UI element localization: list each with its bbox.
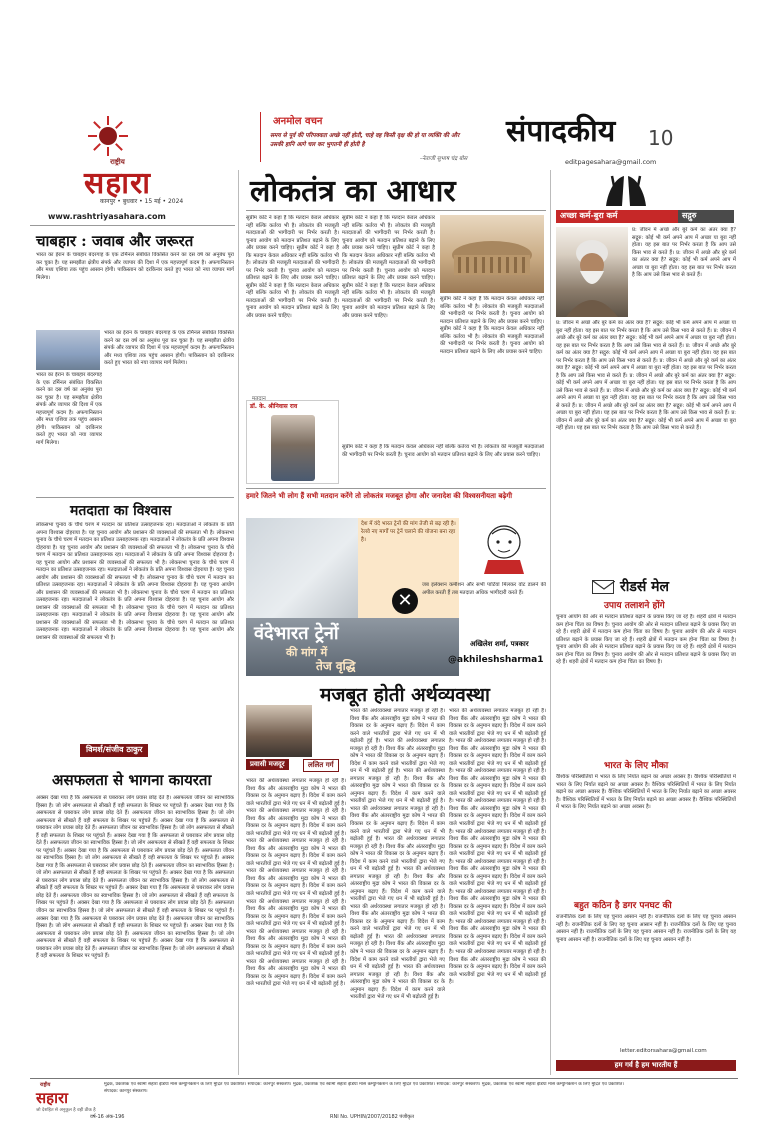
footer-rni: RNI No. UPHIN/2007/20182 पंजीकृत (330, 1114, 414, 1120)
footer-brand-top: राष्ट्रीय (40, 1082, 51, 1088)
mail-email[interactable]: letter.editorsahara@gmail.com (620, 1048, 707, 1054)
spiritual-banner-right: सद्गुरु (678, 210, 734, 223)
migrant-photo (246, 705, 312, 757)
main-editorial-col3: सुप्रीम कोर्ट ने कहा है कि मतदान केवल अधिकार नहीं बल्कि कर्तव्य भी है। लोकतंत्र की मजबूती मतदाताओं की भागीदारी पर निर्भर करती है। चुनाव आयोग को मतदान प्रतिशत बढ़ाने के लिए और प्रयास करने चाहिए। सुप्रीम कोर्ट ने कहा है कि मतदान केवल अधिकार नहीं बल्कि कर्तव्य भी है। लोकतंत्र की मजबूती मतदाताओं की भागीदारी पर निर्भर करती है। चुनाव आयोग को मतदान प्रतिशत बढ़ाने के लिए और प्रयास करने चाहिए। (440, 296, 544, 355)
art1-photo (36, 330, 100, 370)
art2-title: मतदाता का विश्वास (70, 503, 172, 519)
main-editorial-title: लोकतंत्र का आधार (250, 174, 456, 209)
edition-line: कानपुर • बुधवार • 15 मई • 2024 (100, 198, 184, 205)
art3-title: असफलता से भागना कायरता (52, 771, 212, 789)
brand-top-label: राष्ट्रीय (110, 158, 125, 166)
art2-text: लोकसभा चुनाव के चौथे चरण में मतदान का प्रतिशत उत्साहजनक रहा। मतदाताओं ने लोकतंत्र के प्रति अपना विश्वास दोहराया है। यह चुनाव आयोग और प्रशासन की व्यवस्थाओं की सफलता भी है। लोकसभा चुनाव के चौथे चरण में मतदान का प्रतिशत उत्साहजनक रहा। मतदाताओं ने लोकतंत्र के प्रति अपना विश्वास दोहराया है। यह चुनाव आयोग और प्रशासन की व्यवस्थाओं की सफलता भी है। लोकसभा चुनाव के चौथे चरण में मतदान का प्रतिशत उत्साहजनक रहा। मतदाताओं ने लोकतंत्र के प्रति अपना विश्वास दोहराया है। यह चुनाव आयोग और प्रशासन की व्यवस्थाओं की सफलता भी है। लोकसभा चुनाव के चौथे चरण में मतदान का प्रतिशत उत्साहजनक रहा। मतदाताओं ने लोकतंत्र के प्रति अपना विश्वास दोहराया है। यह चुनाव आयोग और प्रशासन की व्यवस्थाओं की सफलता भी है। लोकसभा चुनाव के चौथे चरण में मतदान का प्रतिशत उत्साहजनक रहा। मतदाताओं ने लोकतंत्र के प्रति अपना विश्वास दोहराया है। यह चुनाव आयोग और प्रशासन की व्यवस्थाओं की सफलता भी है। लोकसभा चुनाव के चौथे चरण में मतदान का प्रतिशत उत्साहजनक रहा। मतदाताओं ने लोकतंत्र के प्रति अपना विश्वास दोहराया है। यह चुनाव आयोग और प्रशासन की व्यवस्थाओं की सफलता भी है। लोकसभा चुनाव के चौथे चरण में मतदान का प्रतिशत उत्साहजनक रहा। मतदाताओं ने लोकतंत्र के प्रति अपना विश्वास दोहराया है। यह चुनाव आयोग और प्रशासन की व्यवस्थाओं की सफलता भी है। लोकसभा चुनाव के चौथे चरण में मतदान का प्रतिशत उत्साहजनक रहा। मतदाताओं ने लोकतंत्र के प्रति अपना विश्वास दोहराया है। यह चुनाव आयोग और प्रशासन की व्यवस्थाओं की सफलता भी है। (36, 522, 234, 641)
cartoon-box (462, 520, 546, 575)
main-editorial-col2: सुप्रीम कोर्ट ने कहा है कि मतदान केवल अधिकार नहीं बल्कि कर्तव्य भी है। लोकतंत्र की मजबूती मतदाताओं की भागीदारी पर निर्भर करती है। चुनाव आयोग को मतदान प्रतिशत बढ़ाने के लिए और प्रयास करने चाहिए। सुप्रीम कोर्ट ने कहा है कि मतदान केवल अधिकार नहीं बल्कि कर्तव्य भी है। लोकतंत्र की मजबूती मतदाताओं की भागीदारी पर निर्भर करती है। चुनाव आयोग को मतदान प्रतिशत बढ़ाने के लिए और प्रयास करने चाहिए। सुप्रीम कोर्ट ने कहा है कि मतदान केवल अधिकार नहीं बल्कि कर्तव्य भी है। लोकतंत्र की मजबूती मतदाताओं की भागीदारी पर निर्भर करती है। चुनाव आयोग को मतदान प्रतिशत बढ़ाने के लिए और प्रयास करने चाहिए। (342, 215, 435, 319)
economy-col3: भारत की अर्थव्यवस्था लगातार मजबूत हो रही है। विश्व बैंक और अंतरराष्ट्रीय मुद्रा कोष ने भारत की विकास दर के अनुमान बढ़ाए हैं। विदेश में काम करने वाले भारतीयों द्वारा भेजे गए धन में भी बढ़ोतरी हुई है। भारत की अर्थव्यवस्था लगातार मजबूत हो रही है। विश्व बैंक और अंतरराष्ट्रीय मुद्रा कोष ने भारत की विकास दर के अनुमान बढ़ाए हैं। विदेश में काम करने वाले भारतीयों द्वारा भेजे गए धन में भी बढ़ोतरी हुई है। भारत की अर्थव्यवस्था लगातार मजबूत हो रही है। विश्व बैंक और अंतरराष्ट्रीय मुद्रा कोष ने भारत की विकास दर के अनुमान बढ़ाए हैं। विदेश में काम करने वाले भारतीयों द्वारा भेजे गए धन में भी बढ़ोतरी हुई है। भारत की अर्थव्यवस्था लगातार मजबूत हो रही है। विश्व बैंक और अंतरराष्ट्रीय मुद्रा कोष ने भारत की विकास दर के अनुमान बढ़ाए हैं। विदेश में काम करने वाले भारतीयों द्वारा भेजे गए धन में भी बढ़ोतरी हुई है। भारत की अर्थव्यवस्था लगातार मजबूत हो रही है। विश्व बैंक और अंतरराष्ट्रीय मुद्रा कोष ने भारत की विकास दर के अनुमान बढ़ाए हैं। विदेश में काम करने वाले भारतीयों द्वारा भेजे गए धन में भी बढ़ोतरी हुई है। भारत की अर्थव्यवस्था लगातार मजबूत हो रही है। विश्व बैंक और अंतरराष्ट्रीय मुद्रा कोष ने भारत की विकास दर के अनुमान बढ़ाए हैं। विदेश में काम करने वाले भारतीयों द्वारा भेजे गए धन में भी बढ़ोतरी हुई है। भारत की अर्थव्यवस्था लगातार मजबूत हो रही है। विश्व बैंक और अंतरराष्ट्रीय मुद्रा कोष ने भारत की विकास दर के अनुमान बढ़ाए हैं। विदेश में काम करने वाले भारतीयों द्वारा भेजे गए धन में भी बढ़ोतरी हुई है। भारत की अर्थव्यवस्था लगातार मजबूत हो रही है। विश्व बैंक और अंतरराष्ट्रीय मुद्रा कोष ने भारत की विकास दर के अनुमान बढ़ाए हैं। विदेश में काम करने वाले भारतीयों द्वारा भेजे गए धन में भी बढ़ोतरी हुई है। भारत की अर्थव्यवस्था लगातार मजबूत हो रही है। विश्व बैंक और अंतरराष्ट्रीय मुद्रा कोष ने भारत की विकास दर के अनुमान बढ़ाए हैं। विदेश में काम करने वाले भारतीयों द्वारा भेजे गए धन में भी बढ़ोतरी हुई है। (449, 708, 546, 986)
cartoon-caption: अखिलेश शर्मा, पत्रकार (470, 640, 529, 648)
spiritual-banner-left: अच्छा कर्म-बुरा कर्म (556, 210, 678, 223)
mail2-text: वैश्विक परिस्थितियों में भारत के लिए निर्यात बढ़ाने का अच्छा अवसर है। वैश्विक परिस्थितियों में भारत के लिए निर्यात बढ़ाने का अच्छा अवसर है। वैश्विक परिस्थितियों में भारत के लिए निर्यात बढ़ाने का अच्छा अवसर है। वैश्विक परिस्थितियों में भारत के लिए निर्यात बढ़ाने का अच्छा अवसर है। वैश्विक परिस्थितियों में भारत के लिए निर्यात बढ़ाने का अच्छा अवसर है। वैश्विक परिस्थितियों में भारत के लिए निर्यात बढ़ाने का अच्छा अवसर है। (556, 774, 736, 811)
train-headline-2: की मांग में (286, 646, 328, 659)
website-link[interactable]: www.rashtriyasahara.com (48, 212, 166, 221)
art3-text: अक्सर देखा गया है कि असफलता से घबराकर लोग प्रयास छोड़ देते हैं। असफलता जीवन का स्वाभाविक हिस्सा है। जो लोग असफलता से सीखते हैं वही सफलता के शिखर पर पहुंचते हैं। अक्सर देखा गया है कि असफलता से घबराकर लोग प्रयास छोड़ देते हैं। असफलता जीवन का स्वाभाविक हिस्सा है। जो लोग असफलता से सीखते हैं वही सफलता के शिखर पर पहुंचते हैं। अक्सर देखा गया है कि असफलता से घबराकर लोग प्रयास छोड़ देते हैं। असफलता जीवन का स्वाभाविक हिस्सा है। जो लोग असफलता से सीखते हैं वही सफलता के शिखर पर पहुंचते हैं। अक्सर देखा गया है कि असफलता से घबराकर लोग प्रयास छोड़ देते हैं। असफलता जीवन का स्वाभाविक हिस्सा है। जो लोग असफलता से सीखते हैं वही सफलता के शिखर पर पहुंचते हैं। अक्सर देखा गया है कि असफलता से घबराकर लोग प्रयास छोड़ देते हैं। असफलता जीवन का स्वाभाविक हिस्सा है। जो लोग असफलता से सीखते हैं वही सफलता के शिखर पर पहुंचते हैं। अक्सर देखा गया है कि असफलता से घबराकर लोग प्रयास छोड़ देते हैं। असफलता जीवन का स्वाभाविक हिस्सा है। जो लोग असफलता से सीखते हैं वही सफलता के शिखर पर पहुंचते हैं। अक्सर देखा गया है कि असफलता से घबराकर लोग प्रयास छोड़ देते हैं। असफलता जीवन का स्वाभाविक हिस्सा है। जो लोग असफलता से सीखते हैं वही सफलता के शिखर पर पहुंचते हैं। अक्सर देखा गया है कि असफलता से घबराकर लोग प्रयास छोड़ देते हैं। असफलता जीवन का स्वाभाविक हिस्सा है। जो लोग असफलता से सीखते हैं वही सफलता के शिखर पर पहुंचते हैं। अक्सर देखा गया है कि असफलता से घबराकर लोग प्रयास छोड़ देते हैं। असफलता जीवन का स्वाभाविक हिस्सा है। जो लोग असफलता से सीखते हैं वही सफलता के शिखर पर पहुंचते हैं। अक्सर देखा गया है कि असफलता से घबराकर लोग प्रयास छोड़ देते हैं। असफलता जीवन का स्वाभाविक हिस्सा है। जो लोग असफलता से सीखते हैं वही सफलता के शिखर पर पहुंचते हैं। अक्सर देखा गया है कि असफलता से घबराकर लोग प्रयास छोड़ देते हैं। असफलता जीवन का स्वाभाविक हिस्सा है। जो लोग असफलता से सीखते हैं वही सफलता के शिखर पर पहुंचते हैं। अक्सर देखा गया है कि असफलता से घबराकर लोग प्रयास छोड़ देते हैं। असफलता जीवन का स्वाभाविक हिस्सा है। जो लोग असफलता से सीखते हैं वही सफलता के शिखर पर पहुंचते हैं। (36, 795, 234, 960)
cartoon-x-circle: ✕ (392, 588, 418, 614)
mail-icon (592, 580, 614, 594)
cartoon-text: जब इलेक्शन कमीशन और सभी पार्टियां मिलकर वोट डालने की अपील करती हैं तब मतदाता अधिक भागीदारी करते हैं। (422, 582, 546, 596)
train-side-text: देश में वंदे भारत ट्रेनों की मांग तेजी से बढ़ रही है। रेलवे नए मार्गों पर ट्रेनें चलाने की योजना बना रहा है। (361, 521, 456, 543)
art1-text: भारत का ईरान के चाबहार बंदरगाह के एक टर्मिनल संबंधित विकसित करने का दस वर्ष का अनुबंध पूरा कर चुका है। यह समझौता क्षेत्रीय संपर्क और व्यापार की दिशा में एक महत्त्वपूर्ण कदम है। अफगानिस्तान और मध्य एशिया तक पहुंच आसान होगी। पाकिस्तान को दरकिनार करते हुए भारत को नया व्यापार मार्ग मिलेगा। (36, 252, 234, 281)
mail3-text: राजनीतिक दलों के लिए यह चुनाव आसान नहीं है। राजनीतिक दलों के लिए यह चुनाव आसान नहीं है। राजनीतिक दलों के लिए यह चुनाव आसान नहीं है। राजनीतिक दलों के लिए यह चुनाव आसान नहीं है। राजनीतिक दलों के लिए यह चुनाव आसान नहीं है। राजनीतिक दलों के लिए यह चुनाव आसान नहीं है। राजनीतिक दलों के लिए यह चुनाव आसान नहीं है। (556, 914, 736, 943)
mail1-text: चुनाव आयोग की ओर से मतदान प्रतिशत बढ़ाने के प्रयास किए जा रहे हैं। शहरी क्षेत्रों में मतदान कम होना चिंता का विषय है। चुनाव आयोग की ओर से मतदान प्रतिशत बढ़ाने के प्रयास किए जा रहे हैं। शहरी क्षेत्रों में मतदान कम होना चिंता का विषय है। चुनाव आयोग की ओर से मतदान प्रतिशत बढ़ाने के प्रयास किए जा रहे हैं। शहरी क्षेत्रों में मतदान कम होना चिंता का विषय है। चुनाव आयोग की ओर से मतदान प्रतिशत बढ़ाने के प्रयास किए जा रहे हैं। शहरी क्षेत्रों में मतदान कम होना चिंता का विषय है। चुनाव आयोग की ओर से मतदान प्रतिशत बढ़ाने के प्रयास किए जा रहे हैं। शहरी क्षेत्रों में मतदान कम होना चिंता का विषय है। (556, 614, 736, 666)
brand-name: सहारा (83, 166, 152, 201)
readers-mail-title: रीडर्स मेल (620, 579, 670, 595)
editorial-email[interactable]: editpagesahara@gmail.com (565, 158, 657, 166)
economy-label-left: प्रवासी मजदूर (246, 759, 289, 770)
art1-text-cont2: भारत का ईरान के चाबहार बंदरगाह के एक टर्मिनल संबंधित विकसित करने का दस वर्ष का अनुबंध पूरा कर चुका है। यह समझौता क्षेत्रीय संपर्क और व्यापार की दिशा में एक महत्त्वपूर्ण कदम है। अफगानिस्तान और मध्य एशिया तक पहुंच आसान होगी। पाकिस्तान को दरकिनार करते हुए भारत को नया व्यापार मार्ग मिलेगा। (36, 372, 102, 446)
footer-imprint: मुद्रक, प्रकाशक एवं स्वामी सहारा इंडिया मास कम्युनिकेशन के लिए मुद्रित एवं प्रकाशित। संपादक: कानपुर संस्करण। मुद्रक, प्रकाशक एवं स्वामी सहारा इंडिया मास कम्युनिकेशन के लिए मुद्रित एवं प्रकाशित। संपादक: कानपुर संस्करण। मुद्रक, प्रकाशक एवं स्वामी सहारा इंडिया मास कम्युनिकेशन के लिए मुद्रित एवं प्रकाशित। संपादक: कानपुर संस्करण। (104, 1082, 624, 1094)
author-name: डॉ. के. श्रीनिवास राव (250, 403, 298, 410)
footer-reg-no: वर्ष-16 अंक-196 (90, 1114, 125, 1120)
economy-col2: भारत की अर्थव्यवस्था लगातार मजबूत हो रही है। विश्व बैंक और अंतरराष्ट्रीय मुद्रा कोष ने भारत की विकास दर के अनुमान बढ़ाए हैं। विदेश में काम करने वाले भारतीयों द्वारा भेजे गए धन में भी बढ़ोतरी हुई है। भारत की अर्थव्यवस्था लगातार मजबूत हो रही है। विश्व बैंक और अंतरराष्ट्रीय मुद्रा कोष ने भारत की विकास दर के अनुमान बढ़ाए हैं। विदेश में काम करने वाले भारतीयों द्वारा भेजे गए धन में भी बढ़ोतरी हुई है। भारत की अर्थव्यवस्था लगातार मजबूत हो रही है। विश्व बैंक और अंतरराष्ट्रीय मुद्रा कोष ने भारत की विकास दर के अनुमान बढ़ाए हैं। विदेश में काम करने वाले भारतीयों द्वारा भेजे गए धन में भी बढ़ोतरी हुई है। भारत की अर्थव्यवस्था लगातार मजबूत हो रही है। विश्व बैंक और अंतरराष्ट्रीय मुद्रा कोष ने भारत की विकास दर के अनुमान बढ़ाए हैं। विदेश में काम करने वाले भारतीयों द्वारा भेजे गए धन में भी बढ़ोतरी हुई है। भारत की अर्थव्यवस्था लगातार मजबूत हो रही है। विश्व बैंक और अंतरराष्ट्रीय मुद्रा कोष ने भारत की विकास दर के अनुमान बढ़ाए हैं। विदेश में काम करने वाले भारतीयों द्वारा भेजे गए धन में भी बढ़ोतरी हुई है। भारत की अर्थव्यवस्था लगातार मजबूत हो रही है। विश्व बैंक और अंतरराष्ट्रीय मुद्रा कोष ने भारत की विकास दर के अनुमान बढ़ाए हैं। विदेश में काम करने वाले भारतीयों द्वारा भेजे गए धन में भी बढ़ोतरी हुई है। भारत की अर्थव्यवस्था लगातार मजबूत हो रही है। विश्व बैंक और अंतरराष्ट्रीय मुद्रा कोष ने भारत की विकास दर के अनुमान बढ़ाए हैं। विदेश में काम करने वाले भारतीयों द्वारा भेजे गए धन में भी बढ़ोतरी हुई है। भारत की अर्थव्यवस्था लगातार मजबूत हो रही है। विश्व बैंक और अंतरराष्ट्रीय मुद्रा कोष ने भारत की विकास दर के अनुमान बढ़ाए हैं। विदेश में काम करने वाले भारतीयों द्वारा भेजे गए धन में भी बढ़ोतरी हुई है। भारत की अर्थव्यवस्था लगातार मजबूत हो रही है। विश्व बैंक और अंतरराष्ट्रीय मुद्रा कोष ने भारत की विकास दर के अनुमान बढ़ाए हैं। विदेश में काम करने वाले भारतीयों द्वारा भेजे गए धन में भी बढ़ोतरी हुई है। (350, 708, 445, 1001)
pullquote: हमारे जितने भी लोग हैं सभी मतदान करेंगे तो लोकतंत्र मजबूत होगा और जनादेश की विश्वसनीयता बढ़ेगी (246, 492, 513, 500)
art1-title: चाबहार : जवाब और जरूरत (36, 232, 194, 250)
author-photo (271, 415, 315, 481)
section-title: संपादकीय (506, 114, 616, 149)
sahara-logo-emblem (86, 114, 130, 158)
cartoon-handle[interactable]: @akhileshsharma1 (448, 655, 544, 665)
footer-brand: सहारा (36, 1089, 69, 1107)
spiritual-text: प्र: जीवन में अच्छे और बुरे कर्म का अंतर क्या है? सद्गुरु: कोई भी कर्म अपने आप में अच्छा या बुरा नहीं होता। यह इस बात पर निर्भर करता है कि आप उसे किस भाव से करते हैं। प्र: जीवन में अच्छे और बुरे कर्म का अंतर क्या है? सद्गुरु: कोई भी कर्म अपने आप में अच्छा या बुरा नहीं होता। यह इस बात पर निर्भर करता है कि आप उसे किस भाव से करते हैं। प्र: जीवन में अच्छे और बुरे कर्म का अंतर क्या है? सद्गुरु: कोई भी कर्म अपने आप में अच्छा या बुरा नहीं होता। यह इस बात पर निर्भर करता है कि आप उसे किस भाव से करते हैं। प्र: जीवन में अच्छे और बुरे कर्म का अंतर क्या है? सद्गुरु: कोई भी कर्म अपने आप में अच्छा या बुरा नहीं होता। यह इस बात पर निर्भर करता है कि आप उसे किस भाव से करते हैं। प्र: जीवन में अच्छे और बुरे कर्म का अंतर क्या है? सद्गुरु: कोई भी कर्म अपने आप में अच्छा या बुरा नहीं होता। यह इस बात पर निर्भर करता है कि आप उसे किस भाव से करते हैं। प्र: जीवन में अच्छे और बुरे कर्म का अंतर क्या है? सद्गुरु: कोई भी कर्म अपने आप में अच्छा या बुरा नहीं होता। यह इस बात पर निर्भर करता है कि आप उसे किस भाव से करते हैं। प्र: जीवन में अच्छे और बुरे कर्म का अंतर क्या है? सद्गुरु: कोई भी कर्म अपने आप में अच्छा या बुरा नहीं होता। यह इस बात पर निर्भर करता है कि आप उसे किस भाव से करते हैं। प्र: जीवन में अच्छे और बुरे कर्म का अंतर क्या है? सद्गुरु: कोई भी कर्म अपने आप में अच्छा या बुरा नहीं होता। यह इस बात पर निर्भर करता है कि आप उसे किस भाव से करते हैं। (556, 320, 736, 432)
economy-col1: भारत की अर्थव्यवस्था लगातार मजबूत हो रही है। विश्व बैंक और अंतरराष्ट्रीय मुद्रा कोष ने भारत की विकास दर के अनुमान बढ़ाए हैं। विदेश में काम करने वाले भारतीयों द्वारा भेजे गए धन में भी बढ़ोतरी हुई है। भारत की अर्थव्यवस्था लगातार मजबूत हो रही है। विश्व बैंक और अंतरराष्ट्रीय मुद्रा कोष ने भारत की विकास दर के अनुमान बढ़ाए हैं। विदेश में काम करने वाले भारतीयों द्वारा भेजे गए धन में भी बढ़ोतरी हुई है। भारत की अर्थव्यवस्था लगातार मजबूत हो रही है। विश्व बैंक और अंतरराष्ट्रीय मुद्रा कोष ने भारत की विकास दर के अनुमान बढ़ाए हैं। विदेश में काम करने वाले भारतीयों द्वारा भेजे गए धन में भी बढ़ोतरी हुई है। भारत की अर्थव्यवस्था लगातार मजबूत हो रही है। विश्व बैंक और अंतरराष्ट्रीय मुद्रा कोष ने भारत की विकास दर के अनुमान बढ़ाए हैं। विदेश में काम करने वाले भारतीयों द्वारा भेजे गए धन में भी बढ़ोतरी हुई है। भारत की अर्थव्यवस्था लगातार मजबूत हो रही है। विश्व बैंक और अंतरराष्ट्रीय मुद्रा कोष ने भारत की विकास दर के अनुमान बढ़ाए हैं। विदेश में काम करने वाले भारतीयों द्वारा भेजे गए धन में भी बढ़ोतरी हुई है। भारत की अर्थव्यवस्था लगातार मजबूत हो रही है। विश्व बैंक और अंतरराष्ट्रीय मुद्रा कोष ने भारत की विकास दर के अनुमान बढ़ाए हैं। विदेश में काम करने वाले भारतीयों द्वारा भेजे गए धन में भी बढ़ोतरी हुई है। भारत की अर्थव्यवस्था लगातार मजबूत हो रही है। विश्व बैंक और अंतरराष्ट्रीय मुद्रा कोष ने भारत की विकास दर के अनुमान बढ़ाए हैं। विदेश में काम करने वाले भारतीयों द्वारा भेजे गए धन में भी बढ़ोतरी हुई है। (246, 778, 346, 988)
cartoon-drawing (462, 520, 546, 575)
masthead (30, 112, 205, 210)
parliament-photo (440, 215, 544, 293)
main-editorial-col1: सुप्रीम कोर्ट ने कहा है कि मतदान केवल अधिकार नहीं बल्कि कर्तव्य भी है। लोकतंत्र की मजबूती मतदाताओं की भागीदारी पर निर्भर करती है। चुनाव आयोग को मतदान प्रतिशत बढ़ाने के लिए और प्रयास करने चाहिए। सुप्रीम कोर्ट ने कहा है कि मतदान केवल अधिकार नहीं बल्कि कर्तव्य भी है। लोकतंत्र की मजबूती मतदाताओं की भागीदारी पर निर्भर करती है। चुनाव आयोग को मतदान प्रतिशत बढ़ाने के लिए और प्रयास करने चाहिए। सुप्रीम कोर्ट ने कहा है कि मतदान केवल अधिकार नहीं बल्कि कर्तव्य भी है। लोकतंत्र की मजबूती मतदाताओं की भागीदारी पर निर्भर करती है। चुनाव आयोग को मतदान प्रतिशत बढ़ाने के लिए और प्रयास करने चाहिए। (246, 215, 339, 319)
mail1-title: उपाय तलाशने होंगे (604, 601, 665, 611)
mail2-title: भारत के लिए मौका (604, 761, 669, 771)
column-name: अनमोल वचन (273, 116, 323, 127)
train-headline-1: वंदेभारत ट्रेनों (254, 623, 339, 644)
main-editorial-col4: सुप्रीम कोर्ट ने कहा है कि मतदान केवल अधिकार नहीं बल्कि कर्तव्य भी है। लोकतंत्र की मजबूती मतदाताओं की भागीदारी पर निर्भर करती है। चुनाव आयोग को मतदान प्रतिशत बढ़ाने के लिए और प्रयास करने चाहिए। (342, 444, 544, 458)
author-box (246, 400, 339, 484)
page-number: 10 (648, 126, 674, 150)
quote-text: समय से पूर्व की परिपक्वता अच्छे नहीं होती, चाहे वह किसी वृक्ष की हो या व्यक्ति की और उसकी हानि आगे चल कर भुगतनी ही होती है (270, 133, 460, 148)
writer-label: विमर्श/संजीव ठाकुर (80, 744, 148, 757)
quote-author: -नेताजी सुभाष चंद्र बोस (420, 156, 468, 162)
mail3-title: बहुत कठिन है डगर पनघट की (574, 901, 672, 911)
footer-tag: हम गर्व है हम भारतीय हैं (556, 1060, 736, 1071)
spiritual-text-side: प्र: जीवन में अच्छे और बुरे कर्म का अंतर क्या है? सद्गुरु: कोई भी कर्म अपने आप में अच्छा या बुरा नहीं होता। यह इस बात पर निर्भर करता है कि आप उसे किस भाव से करते हैं। प्र: जीवन में अच्छे और बुरे कर्म का अंतर क्या है? सद्गुरु: कोई भी कर्म अपने आप में अच्छा या बुरा नहीं होता। यह इस बात पर निर्भर करता है कि आप उसे किस भाव से करते हैं। (632, 227, 736, 279)
train-headline-3: तेज वृद्धि (316, 659, 356, 673)
sadhguru-photo (556, 227, 628, 317)
art1-text-cont: भारत का ईरान के चाबहार बंदरगाह के एक टर्मिनल संबंधित विकसित करने का दस वर्ष का अनुबंध पूरा कर चुका है। यह समझौता क्षेत्रीय संपर्क और व्यापार की दिशा में एक महत्त्वपूर्ण कदम है। अफगानिस्तान और मध्य एशिया तक पहुंच आसान होगी। पाकिस्तान को दरकिनार करते हुए भारत को नया व्यापार मार्ग मिलेगा। (104, 330, 234, 367)
author-label: मतदान (252, 396, 266, 402)
footer-tagline: जो देशहित से अनुकूल है वही ठीक है (36, 1108, 96, 1113)
hands-illustration (586, 172, 666, 208)
economy-title: मजबूत होती अर्थव्यवस्था (320, 684, 490, 706)
economy-label-right: ललित गर्ग (303, 759, 339, 772)
